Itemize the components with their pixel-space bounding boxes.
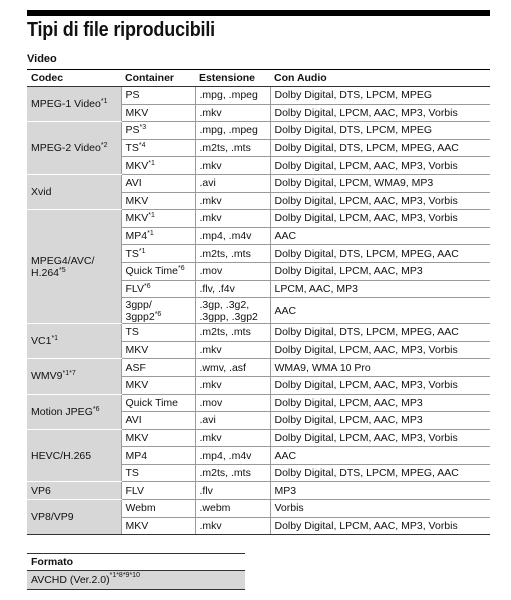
format-header: Formato: [27, 553, 245, 571]
extension-value: .avi: [199, 414, 216, 427]
container-cell: [121, 245, 195, 263]
codec-footnote: *1: [51, 335, 59, 343]
audio-cell: [270, 298, 490, 324]
extension-cell: [195, 87, 270, 105]
extension-cell: [195, 262, 270, 280]
extension-value: .mp4, .m4v: [199, 230, 252, 243]
audio-value: LPCM, AAC, MP3: [274, 282, 358, 295]
extension-value: .mpg, .mpeg: [199, 89, 258, 102]
format-value: AVCHD (Ver.2.0): [31, 574, 110, 586]
codec-cell: [27, 87, 121, 122]
container-cell: [121, 122, 195, 140]
container-name: MKV: [125, 519, 149, 532]
table-row: [27, 210, 490, 228]
container-name: MKV: [125, 106, 149, 119]
container-name: PS: [125, 89, 140, 102]
container-cell: [121, 192, 195, 210]
container-footnote: *1: [148, 159, 155, 167]
audio-value: Dolby Digital, LPCM, AAC, MP3, Vorbis: [274, 212, 458, 225]
top-rule: [27, 10, 490, 16]
table-row: [27, 324, 490, 342]
container-name: Quick Time: [125, 396, 179, 409]
container-name: ASF: [125, 361, 146, 374]
container-name: FLV: [125, 484, 144, 497]
codec-footnote: *5: [59, 266, 66, 274]
extension-cell: [195, 210, 270, 228]
container-name: MKV: [125, 194, 149, 207]
extension-value: .mov: [199, 396, 223, 409]
audio-cell: [270, 464, 490, 482]
container-name: TS: [125, 326, 139, 339]
table-header-row: [27, 70, 490, 87]
container-name: MKV: [125, 431, 149, 444]
codec-cell: [27, 394, 121, 429]
extension-cell: [195, 280, 270, 298]
audio-value: Dolby Digital, LPCM, AAC, MP3, Vorbis: [274, 344, 458, 357]
audio-cell: [270, 122, 490, 140]
audio-value: Dolby Digital, DTS, LPCM, MPEG: [274, 124, 433, 137]
audio-cell: [270, 517, 490, 535]
extension-cell: [195, 447, 270, 465]
table-row: [27, 359, 490, 377]
codec-cell: [27, 429, 121, 482]
container-name: PS: [125, 124, 140, 137]
extension-value: .mkv: [199, 212, 222, 225]
audio-value: AAC: [274, 449, 297, 462]
codec-cell: [27, 122, 121, 175]
table-row: [27, 174, 490, 192]
container-footnote: *6: [178, 265, 185, 273]
codec-name: VP8/VP9: [31, 511, 74, 524]
container-cell: [121, 324, 195, 342]
extension-value: .mkv: [199, 159, 222, 172]
codec-name: HEVC/H.265: [31, 449, 92, 462]
codec-cell: [27, 482, 121, 500]
audio-cell: [270, 447, 490, 465]
codec-name: MPEG4/AVC/: [31, 254, 95, 267]
extension-value: .mkv: [199, 431, 222, 444]
container-cell: [121, 280, 195, 298]
container-cell: [121, 298, 195, 324]
audio-cell: [270, 341, 490, 359]
audio-value: Dolby Digital, LPCM, AAC, MP3, Vorbis: [274, 159, 458, 172]
container-cell: [121, 341, 195, 359]
container-cell: [121, 227, 195, 245]
container-name: AVI: [125, 414, 142, 427]
container-cell: [121, 139, 195, 157]
audio-cell: [270, 359, 490, 377]
section-heading-video: Video: [27, 53, 57, 65]
audio-cell: [270, 192, 490, 210]
audio-value: Dolby Digital, DTS, LPCM, MPEG: [274, 89, 433, 102]
container-name: TS: [125, 467, 139, 480]
container-cell: [121, 157, 195, 175]
audio-cell: [270, 87, 490, 105]
audio-cell: [270, 500, 490, 518]
codec-name: MPEG-1 Video: [31, 98, 101, 111]
audio-value: Dolby Digital, LPCM, AAC, MP3, Vorbis: [274, 431, 458, 444]
codec-name: MPEG-2 Video: [31, 142, 101, 155]
extension-cell: [195, 412, 270, 430]
container-footnote: *6: [154, 310, 162, 318]
container-cell: [121, 262, 195, 280]
audio-cell: [270, 376, 490, 394]
header-audio: Con Audio: [270, 70, 490, 87]
extension-cell: [195, 104, 270, 122]
container-cell: [121, 447, 195, 465]
audio-value: Dolby Digital, LPCM, AAC, MP3, Vorbis: [274, 379, 458, 392]
format-footnote: *1*8*9*10: [109, 572, 140, 579]
container-cell: [121, 104, 195, 122]
container-name: MP4: [125, 449, 148, 462]
container-name: Webm: [125, 502, 156, 515]
codec-name-line2: H.264: [31, 266, 60, 279]
extension-value: .flv: [199, 484, 213, 497]
playable-video-table: [27, 70, 490, 535]
container-footnote: *4: [138, 142, 146, 150]
audio-value: Dolby Digital, LPCM, AAC, MP3: [274, 414, 423, 427]
audio-cell: [270, 262, 490, 280]
audio-cell: [270, 482, 490, 500]
audio-value: Dolby Digital, LPCM, AAC, MP3, Vorbis: [274, 194, 458, 207]
container-cell: [121, 517, 195, 535]
audio-cell: [270, 157, 490, 175]
header-codec: Codec: [27, 70, 121, 87]
audio-cell: [270, 324, 490, 342]
extension-cell: [195, 376, 270, 394]
table-row: [27, 500, 490, 518]
header-container: Container: [121, 70, 195, 87]
format-table: [27, 553, 245, 590]
extension-value: .m2ts, .mts: [199, 326, 251, 339]
extension-cell: [195, 157, 270, 175]
container-footnote: *1: [147, 230, 154, 238]
table-row: [27, 122, 490, 140]
container-name: MKV: [125, 379, 149, 392]
extension-cell: [195, 394, 270, 412]
container-name: TS: [125, 142, 139, 155]
codec-cell: [27, 324, 121, 359]
extension-cell: [195, 122, 270, 140]
audio-cell: [270, 227, 490, 245]
extension-value: .mpg, .mpeg: [199, 124, 258, 137]
extension-value: .webm: [199, 502, 231, 515]
extension-value-line2: .3gpp, .3gp2: [199, 310, 258, 323]
container-name: MKV: [125, 344, 149, 357]
audio-cell: [270, 245, 490, 263]
audio-value: Dolby Digital, LPCM, AAC, MP3, Vorbis: [274, 106, 458, 119]
audio-value: Dolby Digital, DTS, LPCM, MPEG, AAC: [274, 467, 459, 480]
container-footnote: *1: [138, 247, 146, 255]
container-cell: [121, 464, 195, 482]
audio-cell: [270, 280, 490, 298]
container-name: AVI: [125, 177, 142, 190]
extension-value: .mkv: [199, 344, 222, 357]
container-name: MKV: [125, 159, 149, 172]
codec-cell: [27, 500, 121, 535]
audio-cell: [270, 429, 490, 447]
extension-value: .mov: [199, 265, 223, 278]
container-name: Quick Time: [125, 265, 179, 278]
extension-value: .mp4, .m4v: [199, 449, 252, 462]
audio-value: Dolby Digital, LPCM, AAC, MP3: [274, 396, 423, 409]
container-cell: [121, 500, 195, 518]
table-body: [27, 87, 490, 535]
codec-name: VC1: [31, 335, 52, 348]
extension-value: .m2ts, .mts: [199, 467, 251, 480]
table-row: [27, 482, 490, 500]
container-cell: [121, 210, 195, 228]
format-row: [27, 571, 245, 590]
extension-cell: [195, 139, 270, 157]
extension-cell: [195, 245, 270, 263]
table-row: [27, 394, 490, 412]
container-footnote: *6: [143, 282, 151, 290]
extension-value: .avi: [199, 177, 216, 190]
audio-value: Dolby Digital, DTS, LPCM, MPEG, AAC: [274, 247, 459, 260]
container-name: MP4: [125, 230, 148, 243]
table-row: [27, 87, 490, 105]
container-name: MKV: [125, 212, 149, 225]
audio-value: Dolby Digital, LPCM, AAC, MP3: [274, 265, 423, 278]
extension-value: .flv, .f4v: [199, 282, 235, 295]
audio-value: WMA9, WMA 10 Pro: [274, 361, 371, 374]
extension-cell: [195, 464, 270, 482]
extension-value: .mkv: [199, 519, 222, 532]
container-cell: [121, 376, 195, 394]
container-name: 3gpp/: [125, 298, 152, 311]
audio-cell: [270, 210, 490, 228]
container-footnote: *3: [139, 124, 147, 132]
extension-value: .m2ts, .mts: [199, 142, 251, 155]
container-cell: [121, 174, 195, 192]
container-cell: [121, 394, 195, 412]
header-extension: Estensione: [195, 70, 270, 87]
extension-cell: [195, 500, 270, 518]
audio-cell: [270, 174, 490, 192]
extension-value: .mkv: [199, 379, 222, 392]
codec-name: WMV9: [31, 370, 63, 383]
extension-cell: [195, 482, 270, 500]
extension-cell: [195, 324, 270, 342]
container-name: FLV: [125, 282, 144, 295]
codec-cell: [27, 174, 121, 209]
extension-value: .3gp, .3g2,: [199, 298, 250, 311]
container-footnote: *1: [148, 212, 155, 220]
extension-value: .wmv, .asf: [199, 361, 246, 374]
audio-cell: [270, 412, 490, 430]
extension-value: .m2ts, .mts: [199, 247, 251, 260]
codec-footnote: *2: [100, 142, 108, 150]
extension-cell: [195, 341, 270, 359]
codec-name: Xvid: [31, 186, 52, 199]
audio-value: Dolby Digital, LPCM, AAC, MP3, Vorbis: [274, 519, 458, 532]
extension-cell: [195, 298, 270, 324]
table-row: [27, 429, 490, 447]
container-cell: [121, 482, 195, 500]
container-name-line2: 3gpp2: [125, 310, 155, 323]
audio-value: MP3: [274, 484, 297, 497]
extension-cell: [195, 517, 270, 535]
codec-footnote: *1*7: [62, 370, 76, 378]
audio-value: Dolby Digital, DTS, LPCM, MPEG, AAC: [274, 142, 459, 155]
extension-cell: [195, 192, 270, 210]
audio-value: Dolby Digital, DTS, LPCM, MPEG, AAC: [274, 326, 459, 339]
audio-cell: [270, 104, 490, 122]
codec-footnote: *1: [100, 98, 108, 106]
container-cell: [121, 359, 195, 377]
codec-footnote: *6: [92, 405, 100, 413]
extension-cell: [195, 429, 270, 447]
container-cell: [121, 429, 195, 447]
codec-cell: [27, 210, 121, 324]
audio-value: Dolby Digital, LPCM, WMA9, MP3: [274, 177, 434, 190]
container-cell: [121, 87, 195, 105]
extension-value: .mkv: [199, 194, 222, 207]
container-cell: [121, 412, 195, 430]
audio-cell: [270, 394, 490, 412]
container-name: TS: [125, 247, 139, 260]
codec-name: VP6: [31, 484, 51, 497]
audio-value: AAC: [274, 230, 297, 243]
codec-cell: [27, 359, 121, 394]
extension-cell: [195, 174, 270, 192]
audio-cell: [270, 139, 490, 157]
page-title: Tipi di file riproducibili: [27, 19, 216, 41]
extension-value: .mkv: [199, 106, 222, 119]
extension-cell: [195, 359, 270, 377]
audio-value: Vorbis: [274, 502, 304, 515]
extension-cell: [195, 227, 270, 245]
codec-name: Motion JPEG: [31, 405, 93, 418]
audio-value: AAC: [274, 304, 297, 317]
